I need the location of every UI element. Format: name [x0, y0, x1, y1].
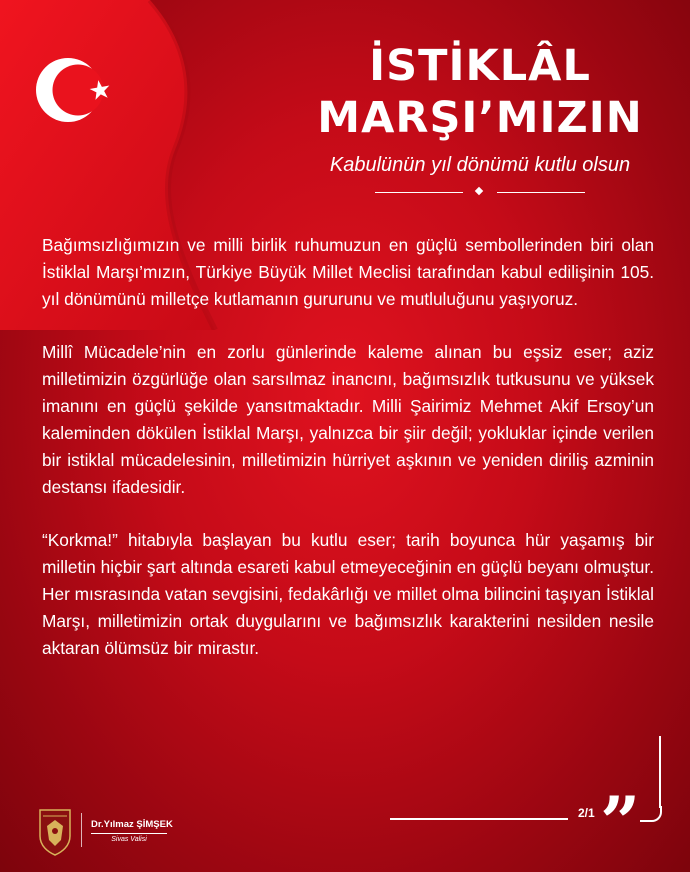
ornament-divider [375, 187, 585, 197]
paragraph-2: Millî Mücadele’nin en zorlu günlerinde kaleme alınan bu eşsiz eser; aziz milletimizin özgürlüğe olan sarsılmaz inancını, bağımsızlık tutkusunu ve yüksek imanını en güçlü şekilde yansıtmaktadır. Milli Şairimiz Mehmet Akif Ersoy’un kaleminden dökülen İstiklal Marşı, yalnızca bir şiir değil; yokluklar içinde verilen bir istiklal mücadelesinin, milletimizin hürriyet aşkının ve yeniden diriliş azminin destansı ifadesidir. [42, 342, 654, 497]
paragraph-1: Bağımsızlığımızın ve milli birlik ruhumuzun en güçlü sembollerinden biri olan İstiklal Marşı’mızın, Türkiye Büyük Millet Meclisi tarafından kabul edilişinin 105. yıl dönümünü milletçe kutlamanın gururunu ve mutluluğunu yaşıyoruz. [42, 235, 654, 309]
divider-line-left [375, 192, 463, 193]
signature-divider [81, 813, 82, 847]
title-line-2: MARŞI’MIZIN [317, 93, 643, 143]
message-body [42, 232, 654, 688]
frame-line-horizontal [390, 818, 568, 820]
page-indicator: 2/1 [578, 806, 595, 820]
subtitle: Kabulünün yıl dönümü kutlu olsun [329, 154, 631, 176]
signature-name: Dr.Yılmaz ŞİMŞEK [91, 819, 173, 830]
frame-corner [640, 806, 662, 822]
quote-mark-icon: ” [600, 781, 641, 864]
title-line-1: İSTİKLÂL [369, 41, 591, 91]
paragraph-3: “Korkma!” hitabıyla başlayan bu kutlu eser; tarih boyunca hür yaşamış bir milletin hiçbir şart altında esareti kabul etmeyeceğinin en güçlü beyanı olmuştur. Her mısrasında vatan sevgisini, fedakârlığı ve millet olma bilincini taşıyan İstiklal Marşı, milletimizin ortak duygularını ve bağımsızlık karakterini nesilden nesile aktaran ölümsüz bir mirastır. [42, 530, 654, 658]
signature-role: Sivas Valisi [111, 836, 147, 843]
frame-line-vertical [659, 736, 661, 808]
signature-line [91, 833, 167, 834]
header [300, 40, 660, 197]
sivas-emblem-icon [38, 806, 72, 856]
diamond-icon [475, 187, 483, 195]
divider-line-right [497, 192, 585, 193]
page-title [300, 40, 660, 144]
